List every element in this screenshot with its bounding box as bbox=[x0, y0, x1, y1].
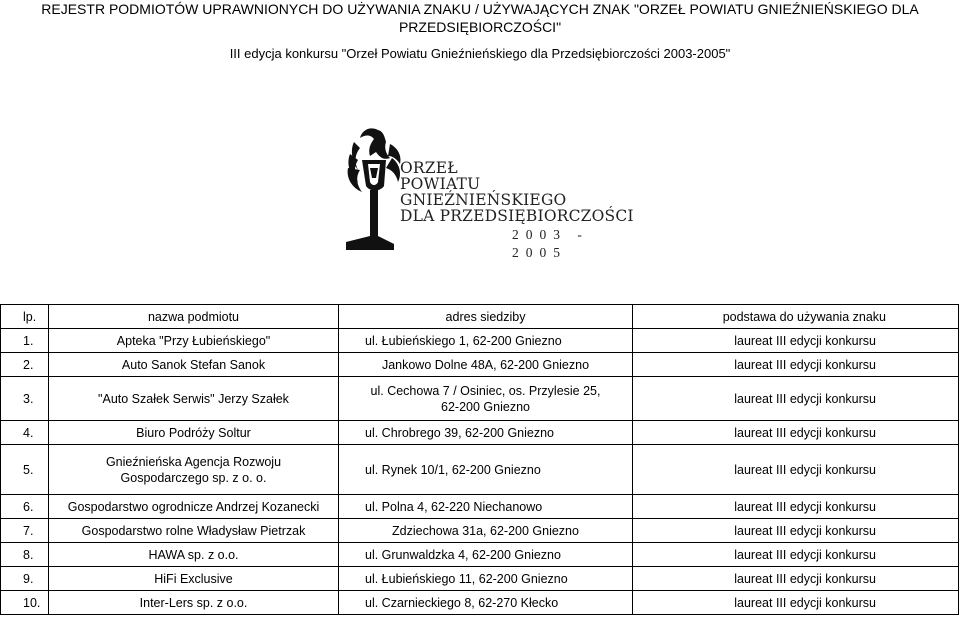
table-row bbox=[1, 445, 959, 495]
row-name-line: Gospodarstwo ogrodnicze Andrzej Kozanecki bbox=[67, 499, 320, 514]
header-basis: podstawa do używania znaku bbox=[633, 305, 959, 329]
row-name-line: HiFi Exclusive bbox=[154, 571, 233, 586]
logo-wordmark bbox=[400, 160, 650, 262]
table-row bbox=[1, 519, 959, 543]
contest-logo bbox=[340, 124, 650, 260]
table-row bbox=[1, 543, 959, 567]
row-basis: laureat III edycji konkursu bbox=[633, 329, 959, 353]
table-row bbox=[1, 591, 959, 615]
row-basis: laureat III edycji konkursu bbox=[633, 445, 959, 495]
header-num: lp. bbox=[1, 305, 49, 329]
row-address bbox=[339, 519, 633, 543]
row-num: 5. bbox=[1, 445, 49, 495]
row-basis: laureat III edycji konkursu bbox=[633, 591, 959, 615]
row-num: 1. bbox=[1, 329, 49, 353]
row-address-line: Zdziechowa 31a, 62-200 Gniezno bbox=[392, 523, 579, 538]
document-title-line-2: PRZEDSIĘBIORCZOŚCI" bbox=[398, 19, 562, 35]
row-name-line: Apteka "Przy Łubieńskiego" bbox=[116, 333, 271, 348]
table-row bbox=[1, 495, 959, 519]
row-name bbox=[49, 421, 339, 445]
row-name-line: Gospodarczego sp. z o. o. bbox=[120, 470, 267, 485]
row-num: 6. bbox=[1, 495, 49, 519]
row-address-line: Jankowo Dolne 48A, 62-200 Gniezno bbox=[381, 357, 590, 372]
logo-line-2: POWIATU bbox=[400, 175, 481, 193]
document-subtitle: III edycja konkursu "Orzeł Powiatu Gnieźnieńskiego dla Przedsiębiorczości 2003-2005" bbox=[229, 46, 731, 61]
row-address bbox=[339, 377, 633, 421]
row-address-line: ul. Cechowa 7 / Osiniec, os. Przylesie 25, bbox=[370, 383, 601, 398]
row-address bbox=[339, 567, 633, 591]
header-name: nazwa podmiotu bbox=[49, 305, 339, 329]
table-header-row bbox=[1, 305, 959, 329]
row-name-line: HAWA sp. z o.o. bbox=[148, 547, 239, 562]
register-table bbox=[0, 304, 959, 615]
row-basis: laureat III edycji konkursu bbox=[633, 495, 959, 519]
row-num: 2. bbox=[1, 353, 49, 377]
logo-years: 2003 - 2005 bbox=[512, 227, 589, 260]
row-name-line: "Auto Szałek Serwis" Jerzy Szałek bbox=[98, 391, 289, 406]
row-name-line: Gospodarstwo rolne Władysław Pietrzak bbox=[81, 523, 306, 538]
row-name bbox=[49, 445, 339, 495]
row-address-line: ul. Czarnieckiego 8, 62-270 Kłecko bbox=[365, 595, 559, 610]
row-name-line: Auto Sanok Stefan Sanok bbox=[121, 357, 266, 372]
row-num: 3. bbox=[1, 377, 49, 421]
row-address-line: ul. Chrobrego 39, 62-200 Gniezno bbox=[365, 425, 555, 440]
row-name bbox=[49, 591, 339, 615]
row-address-line: ul. Polna 4, 62-220 Niechanowo bbox=[365, 499, 543, 514]
row-address bbox=[339, 495, 633, 519]
row-basis: laureat III edycji konkursu bbox=[633, 353, 959, 377]
row-num: 10. bbox=[1, 591, 49, 615]
table-row bbox=[1, 353, 959, 377]
row-address-line: ul. Grunwaldzka 4, 62-200 Gniezno bbox=[365, 547, 561, 562]
document-title bbox=[0, 0, 960, 36]
row-basis: laureat III edycji konkursu bbox=[633, 421, 959, 445]
row-name bbox=[49, 377, 339, 421]
row-basis: laureat III edycji konkursu bbox=[633, 567, 959, 591]
row-name bbox=[49, 519, 339, 543]
header-address: adres siedziby bbox=[339, 305, 633, 329]
row-name-line: Inter-Lers sp. z o.o. bbox=[139, 595, 248, 610]
row-name-line: Biuro Podróży Soltur bbox=[136, 425, 251, 440]
row-address bbox=[339, 543, 633, 567]
row-name bbox=[49, 495, 339, 519]
row-name bbox=[49, 353, 339, 377]
row-address-line: 62-200 Gniezno bbox=[441, 399, 530, 414]
row-num: 8. bbox=[1, 543, 49, 567]
logo-line-4: DLA PRZEDSIĘBIORCZOŚCI bbox=[400, 207, 634, 225]
row-address bbox=[339, 353, 633, 377]
row-address bbox=[339, 445, 633, 495]
row-num: 7. bbox=[1, 519, 49, 543]
row-basis: laureat III edycji konkursu bbox=[633, 543, 959, 567]
logo-line-3: GNIEŹNIEŃSKIEGO bbox=[400, 191, 567, 209]
row-name bbox=[49, 329, 339, 353]
row-basis: laureat III edycji konkursu bbox=[633, 519, 959, 543]
document-title-line-1: REJESTR PODMIOTÓW UPRAWNIONYCH DO UŻYWANIA ZNAKU / UŻYWAJĄCYCH ZNAK "ORZEŁ POWIATU GNIEŹNIEŃSKIEGO DLA bbox=[41, 1, 919, 17]
row-address bbox=[339, 591, 633, 615]
table-row bbox=[1, 567, 959, 591]
table-row bbox=[1, 377, 959, 421]
row-address-line: ul. Łubieńskiego 1, 62-200 Gniezno bbox=[365, 333, 562, 348]
row-address bbox=[339, 329, 633, 353]
row-name bbox=[49, 567, 339, 591]
row-num: 4. bbox=[1, 421, 49, 445]
row-address-line: ul. Rynek 10/1, 62-200 Gniezno bbox=[365, 462, 541, 477]
row-name-line: Gnieźnieńska Agencja Rozwoju bbox=[105, 454, 282, 469]
table-row bbox=[1, 329, 959, 353]
row-basis: laureat III edycji konkursu bbox=[633, 377, 959, 421]
table-row bbox=[1, 421, 959, 445]
row-name bbox=[49, 543, 339, 567]
row-num: 9. bbox=[1, 567, 49, 591]
logo-line-1: ORZEŁ bbox=[400, 159, 458, 177]
row-address bbox=[339, 421, 633, 445]
row-address-line: ul. Łubieńskiego 11, 62-200 Gniezno bbox=[365, 571, 568, 586]
